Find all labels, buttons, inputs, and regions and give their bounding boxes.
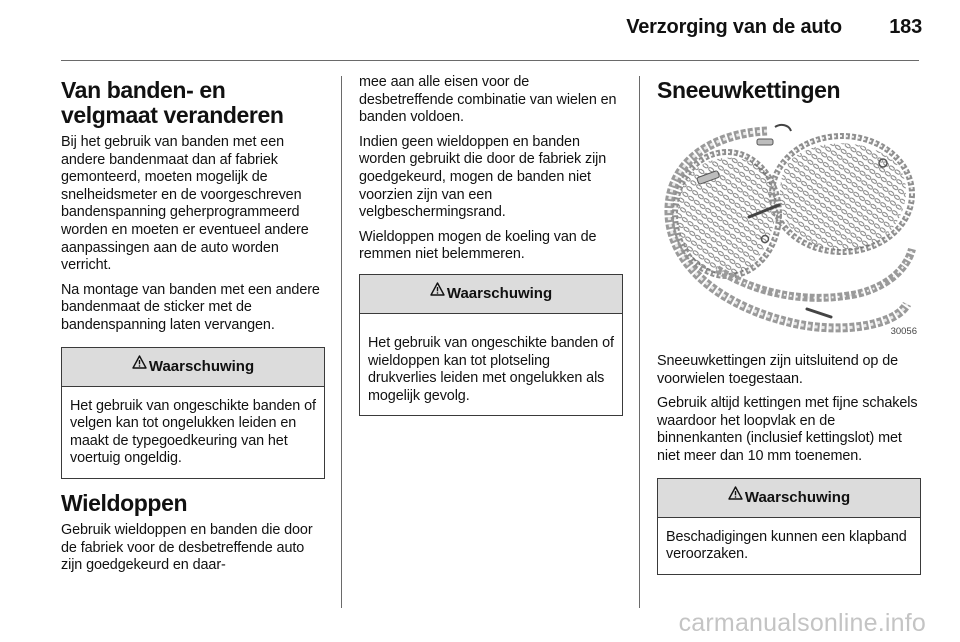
section-heading-snow-chains: Sneeuwkettingen bbox=[657, 77, 841, 103]
paragraph: Gebruik wieldoppen en banden die door de fabriek voor de desbetreffende auto zijn goedgekeurd en daar- bbox=[61, 521, 313, 574]
warning-box bbox=[359, 274, 623, 416]
header-rule bbox=[61, 60, 919, 61]
warning-box bbox=[61, 347, 325, 479]
warning-header bbox=[360, 275, 622, 314]
warning-text: Beschadigingen kunnen een klapband veroorzaken. bbox=[666, 528, 907, 563]
column-3 bbox=[657, 64, 921, 587]
warning-header bbox=[658, 479, 920, 518]
warning-box bbox=[657, 478, 921, 575]
warning-title: Waarschuwing bbox=[744, 488, 851, 506]
warning-triangle-icon bbox=[430, 273, 445, 311]
page-header bbox=[626, 16, 922, 39]
warning-text: Het gebruik van ongeschikte banden of wieldoppen kan tot plotseling drukverlies leiden met ongelukken als mogelijk gevolg. bbox=[368, 334, 614, 404]
paragraph: Bij het gebruik van banden met een andere bandenmaat dan af fabriek gemonteerd, moeten mogelijk de snelheidsmeter en de voorgeschreven bandenspanning geherprogrammeerd worden en moeten er eventueel andere aanpassingen aan de auto worden verricht. bbox=[61, 134, 309, 274]
section-heading-tyre-size: Van banden- en velgmaat veranderen bbox=[61, 77, 284, 128]
paragraph: mee aan alle eisen voor de desbetreffende combinatie van wielen en banden voldoen. bbox=[359, 74, 617, 126]
paragraph: Wieldoppen mogen de koeling van de remmen niet belemmeren. bbox=[359, 228, 597, 263]
warning-header bbox=[62, 348, 324, 387]
warning-title: Waarschuwing bbox=[446, 284, 553, 302]
column-2 bbox=[359, 64, 623, 428]
paragraph: Gebruik altijd kettingen met fijne schakels waardoor het loopvlak en de binnenkanten (inclusief kettingslot) met niet meer dan 10 mm toenemen. bbox=[657, 395, 918, 464]
warning-text: Het gebruik van ongeschikte banden of velgen kan tot ongelukken leiden en maakt de typegoedkeuring van het voertuig ongeldig. bbox=[70, 397, 316, 467]
page-number: 183 bbox=[889, 16, 922, 38]
figure-code: 30056 bbox=[890, 326, 917, 337]
paragraph: Sneeuwkettingen zijn uitsluitend op de voorwielen toegestaan. bbox=[657, 353, 899, 387]
paragraph: Indien geen wieldoppen en banden worden gebruikt die door de fabriek zijn goedgekeurd, mogen de banden niet voorzien zijn van een velgbeschermingsrand. bbox=[359, 133, 607, 221]
warning-triangle-icon bbox=[728, 477, 743, 515]
warning-body bbox=[658, 518, 920, 574]
warning-triangle-icon bbox=[132, 346, 147, 384]
warning-body bbox=[62, 387, 324, 478]
paragraph: Na montage van banden met een andere bandenmaat de sticker met de bandenspanning laten vervangen. bbox=[61, 281, 320, 333]
section-heading-hubcaps: Wieldoppen bbox=[61, 489, 188, 516]
column-divider-2 bbox=[639, 76, 640, 608]
chapter-title: Verzorging van de auto bbox=[626, 16, 842, 38]
column-1 bbox=[61, 64, 325, 582]
column-divider-1 bbox=[341, 76, 342, 608]
warning-title: Waarschuwing bbox=[148, 357, 255, 375]
warning-body bbox=[360, 314, 622, 415]
snow-chains-illustration bbox=[657, 119, 919, 339]
watermark: carmanualsonline.info bbox=[678, 609, 926, 637]
